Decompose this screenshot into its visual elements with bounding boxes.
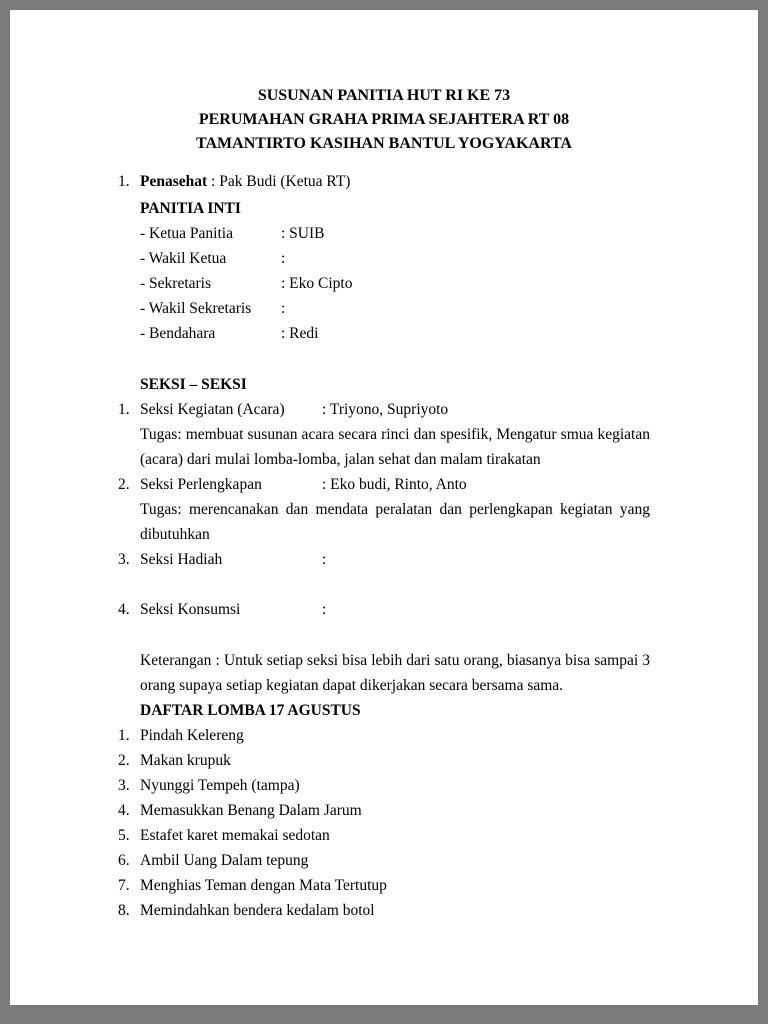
list-number: 6. [118,852,130,869]
panitia-row-label: - Wakil Sekretaris [140,300,252,317]
seksi-item [118,547,650,572]
seksi-name-row [140,397,650,422]
lomba-item [118,798,650,823]
panitia-row [140,246,650,271]
seksi-tugas: Tugas: membuat susunan acara secara rinci dan spesifik, Mengatur smua kegiatan (acara) dari mulai lomba-lomba, jalan sehat dan malam tirakatan [140,426,650,468]
lomba-item [118,823,650,848]
seksi-name-row [140,597,650,622]
list-number: 3. [118,551,130,568]
seksi-value: : Triyono, Supriyoto [322,401,449,418]
panitia-row [140,271,650,296]
title-line-2: PERUMAHAN GRAHA PRIMA SEJAHTERA RT 08 [198,111,570,128]
panitia-row-value: : [281,250,286,267]
seksi-value: : [322,551,327,568]
lomba-item-text: Memindahkan bendera kedalam botol [140,902,375,919]
document-title [118,84,650,156]
lomba-item-text: Makan krupuk [140,752,231,769]
panitia-row-label: - Bendahara [140,325,216,342]
seksi-value: : Eko budi, Rinto, Anto [322,476,467,493]
lomba-item-text: Ambil Uang Dalam tepung [140,852,309,869]
document-page [10,10,758,1005]
keterangan-text: Keterangan : Untuk setiap seksi bisa lebih dari satu orang, biasanya bisa sampai 3 orang supaya setiap kegiatan dapat dikerjakan secara bersama sama. [140,652,650,694]
seksi-item [118,397,650,472]
panitia-row-value: : Eko Cipto [281,275,353,292]
list-number: 8. [118,902,130,919]
panitia-row [140,296,650,321]
seksi-name-row [140,547,650,572]
list-number: 1. [118,727,130,744]
lomba-item-text: Pindah Kelereng [140,727,244,744]
list-number: 5. [118,827,130,844]
panitia-row-value: : SUIB [281,225,325,242]
lomba-heading: DAFTAR LOMBA 17 AGUSTUS [140,702,361,719]
penasehat-line [140,169,650,194]
panitia-row [140,221,650,246]
panitia-row-value: : [281,300,286,317]
seksi-value: : [322,601,327,618]
list-number: 7. [118,877,130,894]
panitia-row-label: - Sekretaris [140,275,212,292]
lomba-item [118,773,650,798]
lomba-item-text: Memasukkan Benang Dalam Jarum [140,802,362,819]
title-line-3: TAMANTIRTO KASIHAN BANTUL YOGYAKARTA [196,135,572,152]
title-line-1: SUSUNAN PANITIA HUT RI KE 73 [257,87,511,104]
seksi-item [118,472,650,547]
panitia-row-label: - Wakil Ketua [140,250,227,267]
seksi-item-body [140,397,650,472]
seksi-name: Seksi Kegiatan (Acara) [140,401,285,418]
seksi-item-body [140,472,650,547]
list-number: 4. [118,802,130,819]
list-number: 2. [118,476,130,493]
list-number: 1. [118,173,130,190]
panitia-row [140,321,650,346]
lomba-item [118,748,650,773]
penasehat-label: Penasehat [140,173,208,190]
panitia-row-value: : Redi [281,325,319,342]
seksi-item-body [140,597,650,622]
list-number: 1. [118,401,130,418]
lomba-item [118,898,650,923]
lomba-item-text: Nyunggi Tempeh (tampa) [140,777,300,794]
lomba-item [118,848,650,873]
panitia-inti-heading: PANITIA INTI [140,200,241,217]
panitia-row-label: - Ketua Panitia [140,225,233,242]
seksi-name-row [140,472,650,497]
seksi-name: Seksi Hadiah [140,551,223,568]
lomba-item [118,873,650,898]
seksi-heading: SEKSI – SEKSI [140,376,247,393]
lomba-item-text: Menghias Teman dengan Mata Tertutup [140,877,387,894]
seksi-name: Seksi Perlengkapan [140,476,262,493]
seksi-tugas: Tugas: merencanakan dan mendata peralatan dan perlengkapan kegiatan yang dibutuhkan [140,501,650,543]
list-number: 3. [118,777,130,794]
list-number: 4. [118,601,130,618]
list-number: 2. [118,752,130,769]
penasehat-value: : Pak Budi (Ketua RT) [211,173,351,190]
lomba-item [118,723,650,748]
lomba-item-text: Estafet karet memakai sedotan [140,827,330,844]
seksi-name: Seksi Konsumsi [140,601,241,618]
penasehat-item [118,169,650,194]
seksi-item [118,597,650,622]
seksi-item-body [140,547,650,572]
